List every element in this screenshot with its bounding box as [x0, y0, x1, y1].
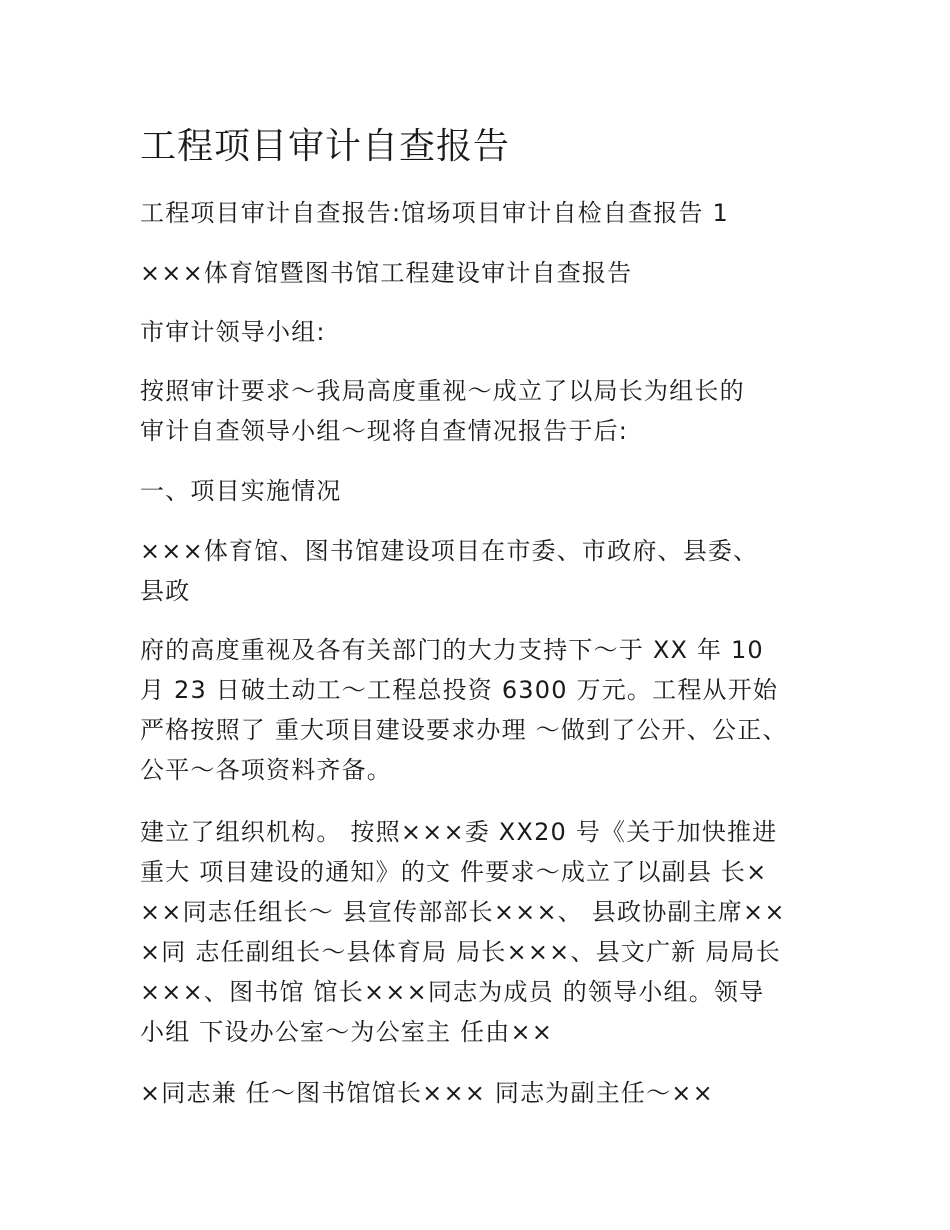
paragraph-subtitle	[140, 193, 729, 233]
document-title: 工程项目审计自查报告	[140, 126, 511, 167]
paragraph-support	[140, 630, 788, 790]
paragraph-line: 按照审计要求～我局高度重视～成立了以局长为组长的	[140, 377, 745, 405]
paragraph-line: 工程项目审计自查报告:馆场项目审计自检自查报告 1	[140, 199, 729, 227]
paragraph-line: ×同 志任副组长～县体育局 局长×××、县文广新 局局长	[140, 938, 781, 966]
paragraph-line: 县政	[140, 577, 191, 605]
paragraph-project	[140, 531, 758, 611]
paragraph-line: 一、项目实施情况	[140, 477, 342, 505]
paragraph-line: ×××、图书馆 馆长×××同志为成员 的领导小组。领导	[140, 978, 765, 1006]
paragraph-organization	[140, 812, 786, 1052]
paragraph-office	[140, 1073, 714, 1113]
paragraph-line: ×同志兼 任～图书馆馆长××× 同志为副主任～××	[140, 1079, 714, 1107]
paragraph-line: 重大 项目建设的通知》的文 件要求～成立了以副县 长×	[140, 858, 768, 886]
paragraph-line: 月 23 日破土动工～工程总投资 6300 万元。工程从开始	[140, 676, 779, 704]
paragraph-intro	[140, 371, 745, 451]
paragraph-line: 严格按照了 重大项目建设要求办理 ～做到了公开、公正、	[140, 716, 788, 744]
paragraph-line: 公平～各项资料齐备。	[140, 756, 392, 784]
paragraph-line: 府的高度重视及各有关部门的大力支持下～于 XX 年 10	[140, 636, 764, 664]
paragraph-salutation	[140, 312, 326, 352]
paragraph-line: 小组 下设办公室～为公室主 任由××	[140, 1018, 554, 1046]
paragraph-report-title	[140, 253, 632, 293]
paragraph-line: 建立了组织机构。 按照×××委 XX20 号《关于加快推进	[140, 818, 778, 846]
paragraph-line: 市审计领导小组:	[140, 318, 326, 346]
paragraph-line: 审计自查领导小组～现将自查情况报告于后:	[140, 417, 629, 445]
paragraph-line: ××同志任组长～ 县宣传部部长×××、 县政协副主席××	[140, 898, 786, 926]
paragraph-line: ×××体育馆、图书馆建设项目在市委、市政府、县委、	[140, 537, 759, 565]
section-heading	[140, 471, 342, 511]
paragraph-line: ×××体育馆暨图书馆工程建设审计自查报告	[140, 259, 633, 287]
